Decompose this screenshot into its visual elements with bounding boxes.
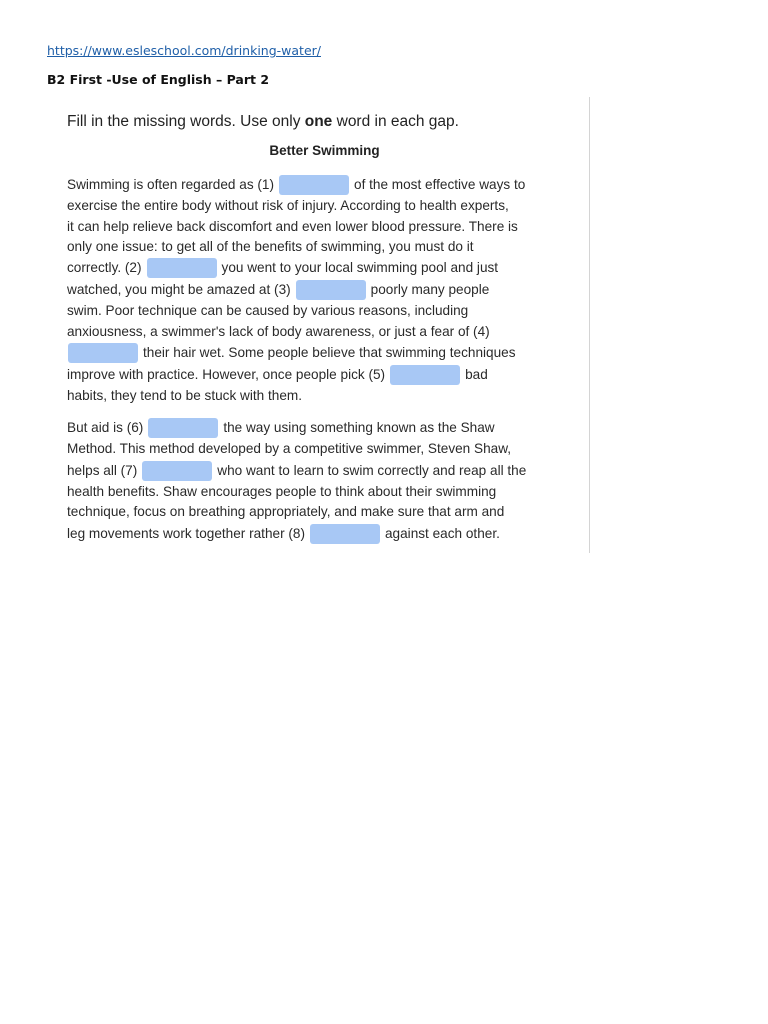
line-text: poorly many people: [370, 282, 490, 297]
line-text: it can help relieve back discomfort and even lower blood pressure. There is: [67, 219, 518, 234]
line-text: their hair wet. Some people believe that swimming techniques: [143, 345, 516, 360]
instruction-text-start: Fill in the missing words. Use only: [67, 113, 305, 130]
gap-4[interactable]: [68, 343, 138, 363]
line-text: But aid is (6): [67, 420, 144, 435]
line-text: leg movements work together rather (8): [67, 526, 305, 541]
text-line: [67, 322, 490, 342]
line-text: exercise the entire body without risk of injury. According to health experts,: [67, 198, 509, 213]
line-text: health benefits. Shaw encourages people to think about their swimming: [67, 484, 497, 499]
source-link[interactable]: https://www.esleschool.com/drinking-water/: [47, 43, 321, 58]
text-line: [67, 524, 500, 544]
gap-5[interactable]: [390, 365, 460, 385]
text-line: [67, 237, 474, 257]
gap-6[interactable]: [148, 418, 218, 438]
text-line: [68, 343, 516, 363]
text-line: [67, 439, 511, 459]
line-text: Swimming is often regarded as (1): [67, 177, 275, 192]
gap-3[interactable]: [296, 280, 366, 300]
gap-2[interactable]: [147, 258, 217, 278]
line-text: habits, they tend to be stuck with them.: [67, 388, 302, 403]
line-text: improve with practice. However, once people pick (5): [67, 367, 386, 382]
line-text: bad: [465, 367, 488, 382]
text-line: [67, 196, 509, 216]
gap-1[interactable]: [279, 175, 349, 195]
line-text: the way using something known as the Shaw: [223, 420, 495, 435]
text-line: [67, 280, 489, 300]
text-line: [67, 175, 525, 195]
line-text: who want to learn to swim correctly and reap all the: [217, 463, 527, 478]
text-line: [67, 301, 468, 321]
document-heading: B2 First -Use of English – Part 2: [47, 72, 270, 87]
line-text: you went to your local swimming pool and just: [221, 260, 499, 275]
line-text: of the most effective ways to: [354, 177, 526, 192]
instruction-emphasis: one: [304, 113, 333, 130]
line-text: anxiousness, a swimmer's lack of body awareness, or just a fear of (4): [67, 324, 490, 339]
gap-8[interactable]: [310, 524, 380, 544]
line-text: helps all (7): [67, 463, 138, 478]
exercise-panel: [52, 97, 590, 553]
line-text: correctly. (2): [67, 260, 142, 275]
line-text: swim. Poor technique can be caused by various reasons, including: [67, 303, 469, 318]
exercise-instruction: [67, 113, 459, 131]
text-line: [67, 217, 518, 237]
instruction-text-end: word in each gap.: [332, 113, 459, 130]
text-line: [67, 258, 498, 278]
line-text: only one issue: to get all of the benefits of swimming, you must do it: [67, 239, 474, 254]
exercise-title: Better Swimming: [269, 143, 380, 158]
gap-7[interactable]: [142, 461, 212, 481]
line-text: watched, you might be amazed at (3): [67, 282, 291, 297]
text-line: [67, 386, 302, 406]
text-line: [67, 502, 504, 522]
line-text: Method. This method developed by a competitive swimmer, Steven Shaw,: [67, 441, 512, 456]
text-line: [67, 365, 488, 385]
text-line: [67, 418, 495, 438]
line-text: technique, focus on breathing appropriately, and make sure that arm and: [67, 504, 505, 519]
text-line: [67, 461, 526, 481]
line-text: against each other.: [385, 526, 500, 541]
text-line: [67, 482, 496, 502]
